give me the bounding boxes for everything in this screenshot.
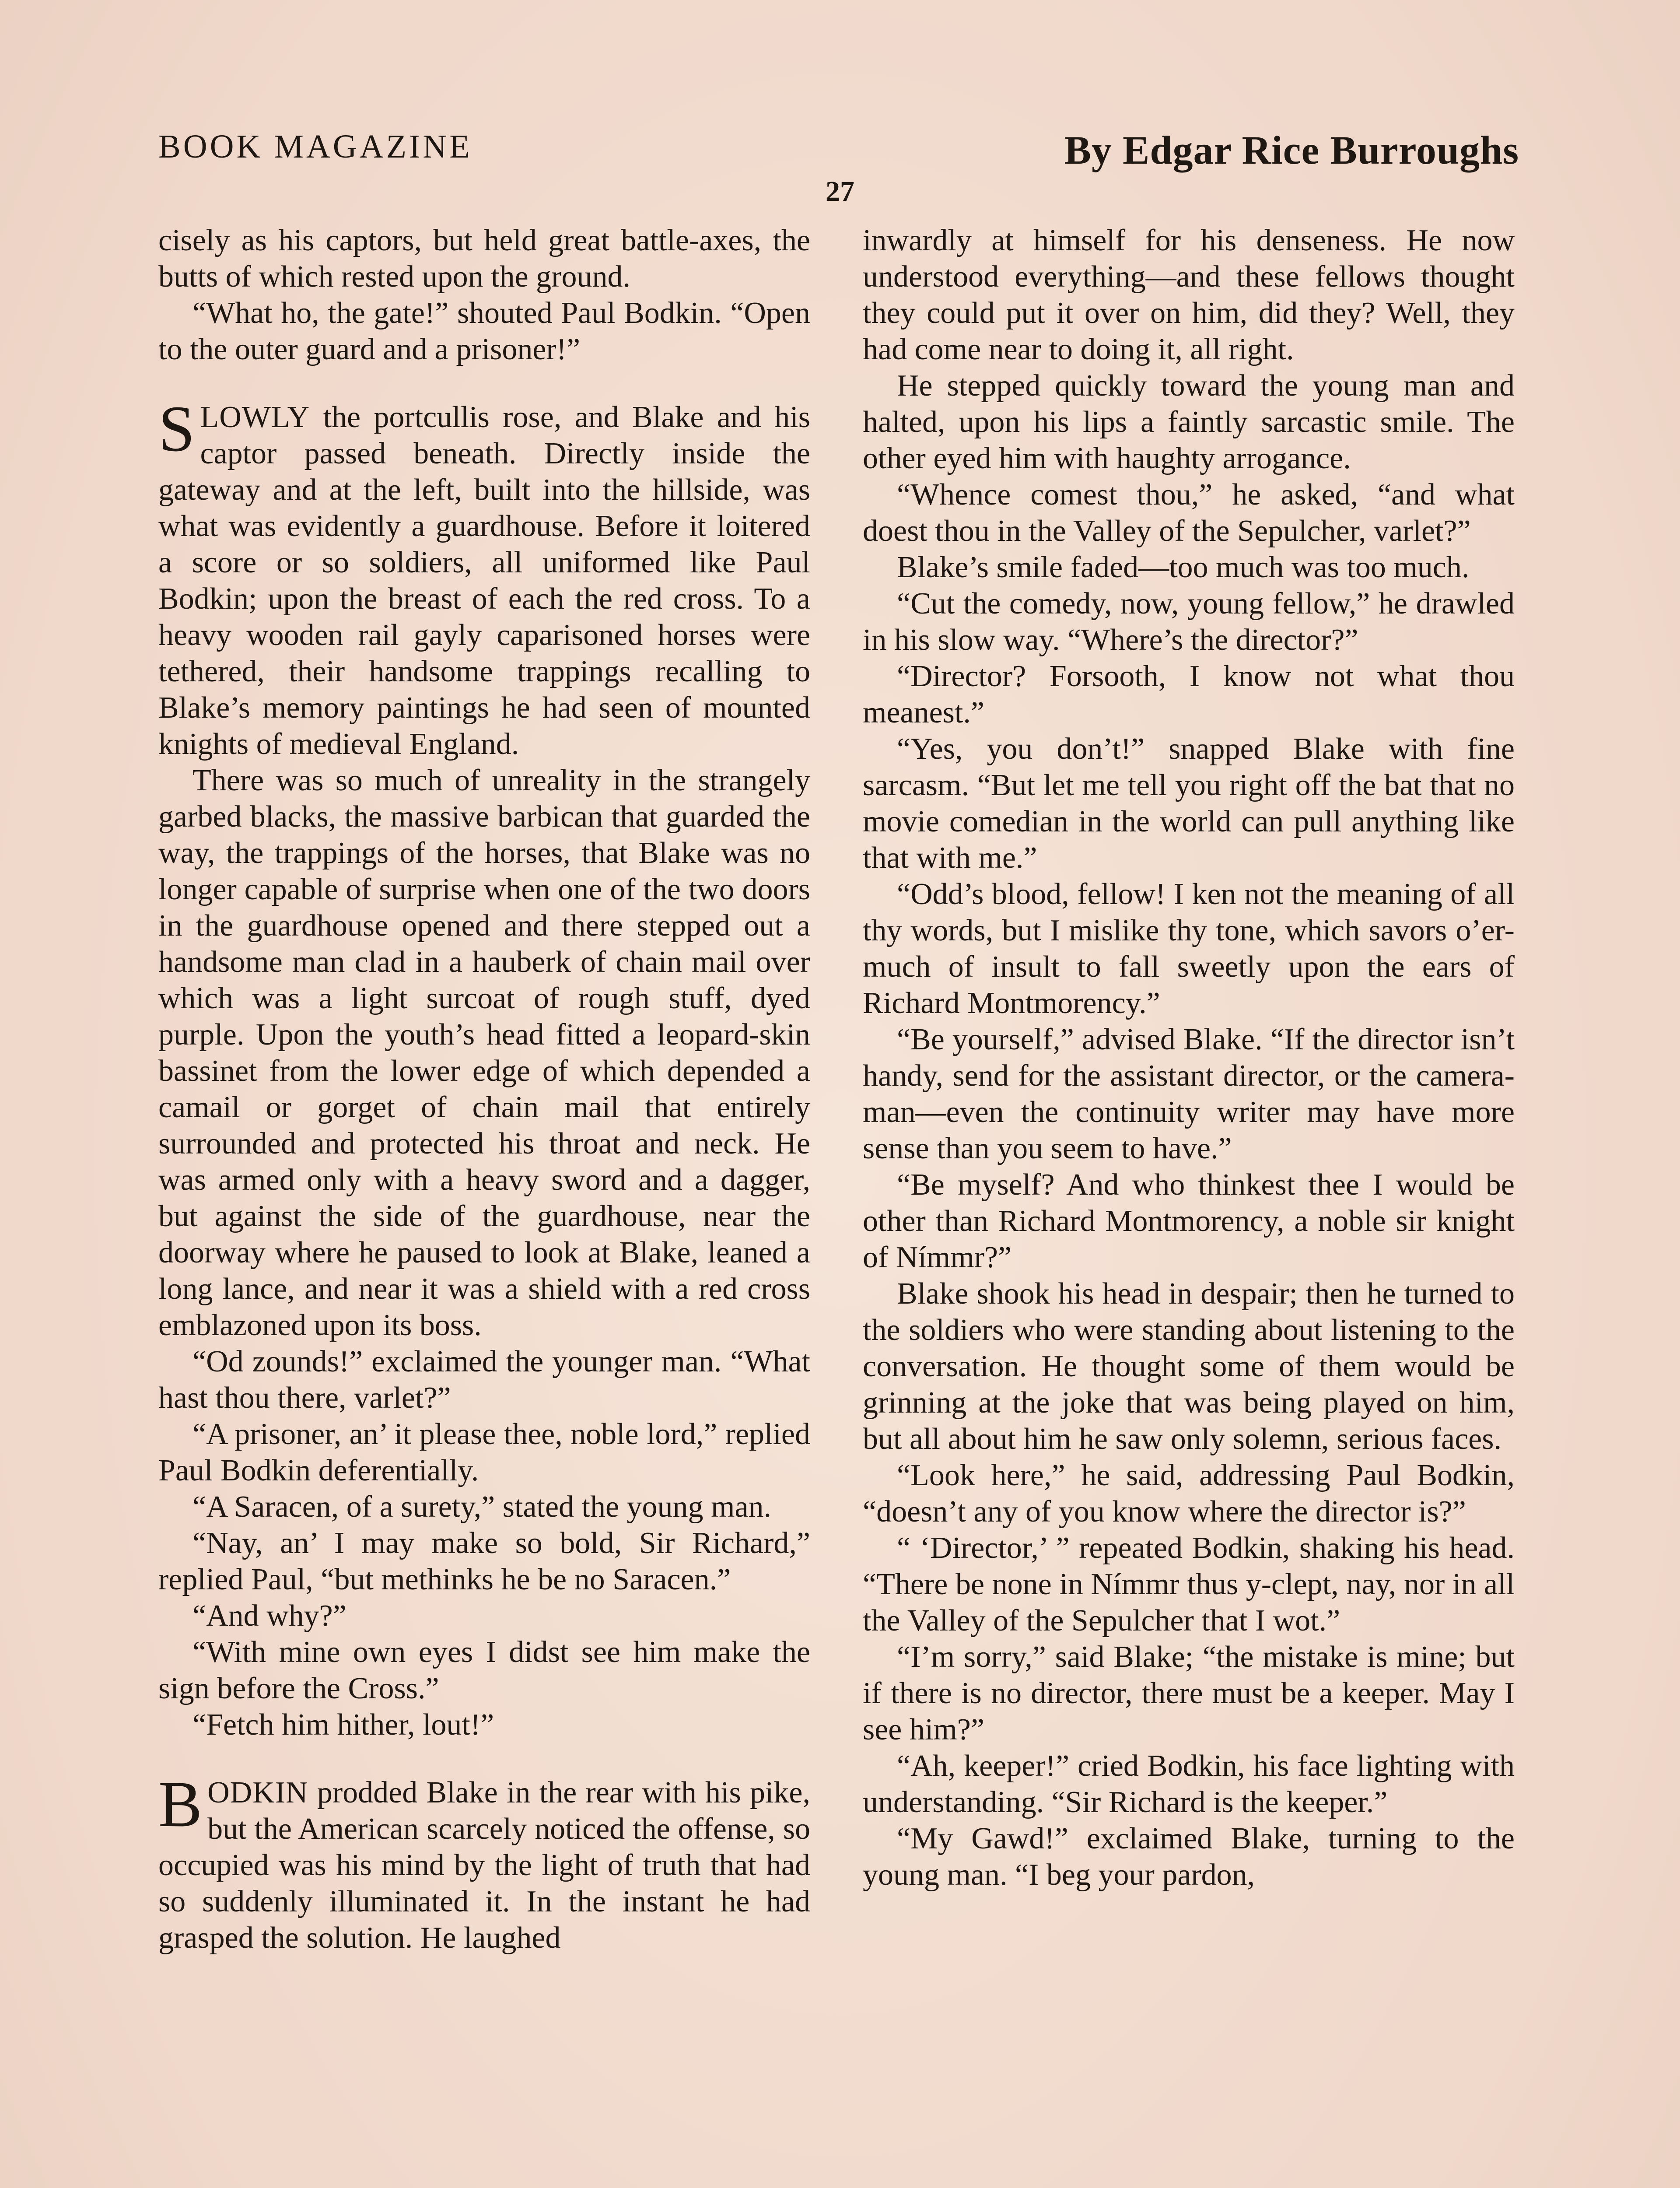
paragraph: “And why?” (192, 1599, 346, 1633)
paragraph: “Whence comest thou,” he asked, “and what doest thou in the Valley of the Sepulcher, varlet?” (863, 478, 1515, 548)
paragraph: “My Gawd!” exclaimed Blake, turning to the young man. “I beg your pardon, (863, 1822, 1515, 1892)
section-break (158, 368, 810, 399)
paragraph: “Ah, keeper!” cried Bodkin, his face lighting with understanding. “Sir Richard is the keeper.” (863, 1749, 1515, 1819)
paragraph: “What ho, the gate!” shouted Paul Bodkin. “Open to the outer guard and a prisoner!” (158, 296, 810, 366)
paragraph: “Be yourself,” advised Blake. “If the director isn’t handy, send for the assistant director, or the camera-man—even the continuity writer may have more sense than you seem to have.” (863, 1023, 1515, 1165)
right-column (863, 222, 1515, 1893)
paragraph: Blake shook his head in despair; then he turned to the soldiers who were standing about listening to the conversation. He thought some of them would be grinning at the joke that was being played on him, but all about him he saw only solemn, serious faces. (863, 1277, 1515, 1456)
paragraph: “Odd’s blood, fellow! I ken not the meaning of all thy words, but I mislike thy tone, which savors o’er-much of insult to fall sweetly upon the ears of Richard Montmorency.” (863, 877, 1515, 1020)
drop-cap: S (158, 393, 195, 465)
running-head-author: By Edgar Rice Burroughs (1064, 128, 1519, 172)
paragraph: “Nay, an’ I may make so bold, Sir Richard,” replied Paul, “but methinks he be no Saracen.” (158, 1526, 810, 1596)
paragraph-dropcap (158, 393, 810, 762)
paragraph: He stepped quickly toward the young man and halted, upon his lips a faintly sarcastic smile. The other eyed him with haughty arrogance. (863, 369, 1515, 475)
paragraph: “Cut the comedy, now, young fellow,” he drawled in his slow way. “Where’s the director?” (863, 587, 1515, 657)
paragraph: cisely as his captors, but held great battle-axes, the butts of which rested upon the ground. (158, 224, 810, 294)
running-head-magazine: BOOK MAGAZINE (158, 128, 472, 165)
lead-word: ODKIN (207, 1776, 308, 1809)
paragraph: “A Saracen, of a surety,” stated the young man. (192, 1490, 772, 1524)
paragraph: There was so much of unreality in the strangely garbed blacks, the massive barbican that guarded the way, the trappings of the horses, that Blake was no longer capable of surprise when one of the two doors in the guardhouse opened and there stepped out a handsome man clad in a hauberk of chain mail over which was a light surcoat of rough stuff, dyed purple. Upon the youth’s head fitted a leopard-skin bassinet from the lower edge of which depended a camail or gorget of chain mail that entirely surrounded and protected his throat and neck. He was armed only with a heavy sword and a dagger, but against the side of the guardhouse, near the doorway where he paused to look at Blake, leaned a long lance, and near it was a shield with a red cross emblazoned upon its boss. (158, 764, 810, 1342)
paragraph: “Yes, you don’t!” snapped Blake with fine sarcasm. “But let me tell you right off the bat that no movie comedian in the world can pull anything like that with me.” (863, 732, 1515, 875)
section-break (158, 1743, 810, 1774)
paragraph: “ ‘Director,’ ” repeated Bodkin, shaking his head. “There be none in Nímmr thus y-clept, nay, nor in all the Valley of the Sepulcher that I wot.” (863, 1531, 1515, 1637)
paragraph: “With mine own eyes I didst see him make the sign before the Cross.” (158, 1635, 810, 1705)
paragraph: inwardly at himself for his denseness. He now understood everything—and these fellows thought they could put it over on him, did they? Well, they had come near to doing it, all right. (863, 224, 1515, 366)
paragraph: “Od zounds!” exclaimed the younger man. “What hast thou there, varlet?” (158, 1345, 810, 1415)
paragraph: “A prisoner, an’ it please thee, noble lord,” replied Paul Bodkin deferentially. (158, 1417, 810, 1487)
paragraph: “Director? Forsooth, I know not what thou meanest.” (863, 659, 1515, 729)
paragraph: “I’m sorry,” said Blake; “the mistake is mine; but if there is no director, there must be a keeper. May I see him?” (863, 1640, 1515, 1746)
paragraph: “Be myself? And who thinkest thee I would be other than Richard Montmorency, a noble sir knight of Nímmr?” (863, 1168, 1515, 1274)
paragraph: Blake’s smile faded—too much was too much. (897, 551, 1470, 584)
drop-cap: B (158, 1768, 203, 1841)
paragraph-dropcap (158, 1768, 810, 1956)
page-number: 27 (826, 175, 854, 207)
paragraph: “Fetch him hither, lout!” (192, 1708, 494, 1742)
paragraph-text: prodded Blake in the rear with his pike, but the American scarcely noticed the offense, so occupied was his mind by the light of truth that had so suddenly illuminated it. In the instant he had grasped the solution. He laughed (158, 1776, 810, 1955)
paragraph: “Look here,” he said, addressing Paul Bodkin, “doesn’t any of you know where the director is?” (863, 1459, 1515, 1529)
paragraph-text: the portcullis rose, and Blake and his captor passed beneath. Directly inside the gateway and at the left, built into the hillside, was what was evidently a guardhouse. Before it loitered a score or so soldiers, all uniformed like Paul Bodkin; upon the breast of each the red cross. To a heavy wooden rail gayly caparisoned horses were tethered, their handsome trappings recalling to Blake’s memory paintings he had seen of mounted knights of medieval England. (158, 400, 810, 761)
left-column (158, 222, 810, 1956)
lead-word: LOWLY (200, 400, 310, 434)
